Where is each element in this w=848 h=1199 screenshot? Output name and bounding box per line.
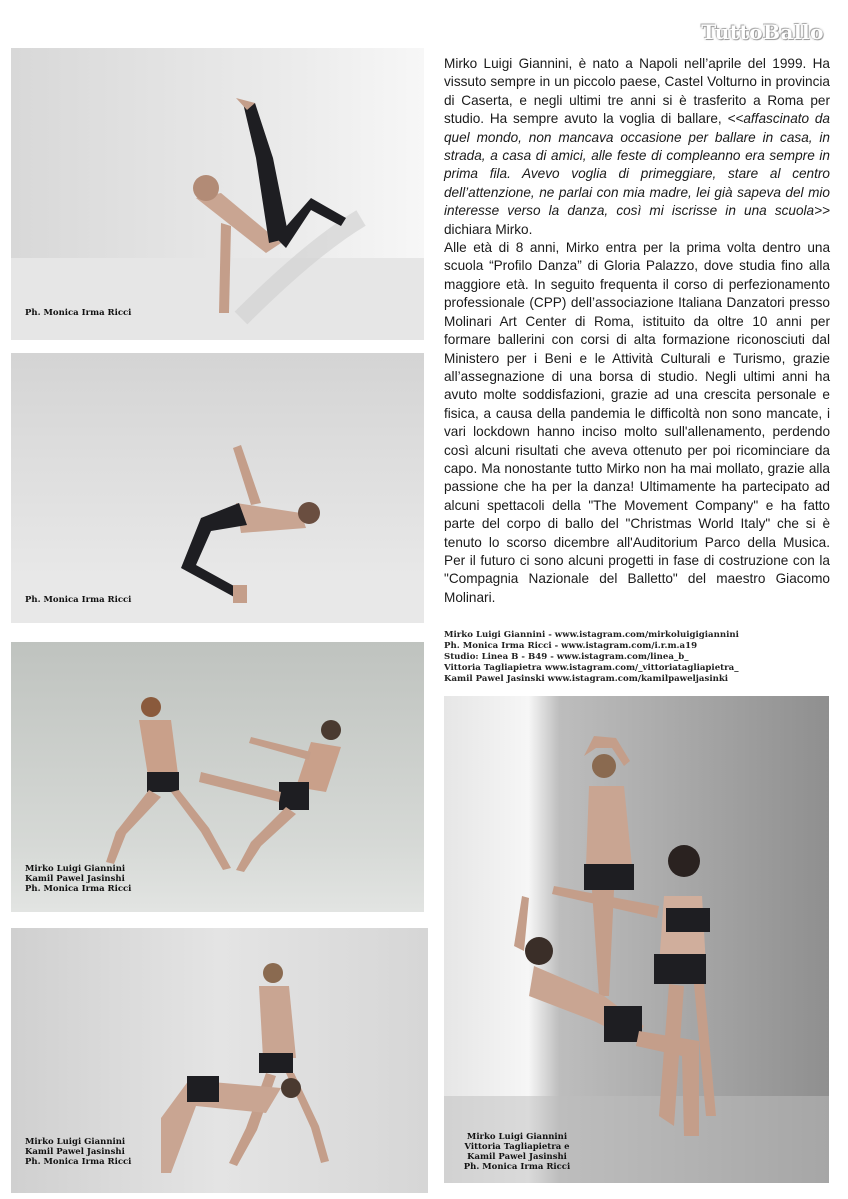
- credit-line: Mirko Luigi Giannini: [25, 864, 126, 874]
- credit-line: Mirko Luigi Giannini: [25, 1137, 126, 1147]
- article-body: [444, 55, 830, 607]
- credit-line: Kamil Pawel Jasinshi: [467, 1152, 567, 1162]
- credit-line: Mirko Luigi Giannini: [466, 1132, 568, 1142]
- photo-duo-bridge: [11, 928, 428, 1193]
- paragraph-text: dichiara Mirko.: [444, 221, 533, 237]
- social-link[interactable]: Vittoria Tagliapietra www.istagram.com/_vittoriatagliapietra_: [444, 663, 739, 673]
- photo-credit: [25, 864, 132, 894]
- social-links: [444, 630, 744, 685]
- social-link[interactable]: Studio: Linea B - B49 - www.istagram.com/linea_b_: [444, 652, 689, 662]
- credit-line: Ph. Monica Irma Ricci: [463, 1162, 571, 1172]
- credit-line: Ph. Monica Irma Ricci: [25, 595, 132, 605]
- photo-trio: [444, 696, 829, 1183]
- photo-credit: [25, 308, 131, 318]
- credit-line: Kamil Pawel Jasinshi: [25, 1147, 125, 1157]
- social-link[interactable]: Mirko Luigi Giannini - www.istagram.com/mirkoluigigiannini: [444, 630, 739, 640]
- photo-credit: [25, 595, 131, 605]
- credit-line: Vittoria Tagliapietra e: [464, 1142, 570, 1152]
- photo-dancer-backbend-arms: [11, 353, 424, 623]
- paragraph-text: Mirko Luigi Giannini, è nato a Napoli nell’aprile del 1999. Ha vissuto sempre in un piccolo paese, Castel Volturno in provincia di Caserta, e negli ultimi tre anni si è trasferito a Roma per studio. Ha sempre avuto la voglia di ballare,: [444, 56, 830, 127]
- article-paragraph-1: [444, 55, 830, 239]
- credit-line: Ph. Monica Irma Ricci: [25, 1157, 132, 1167]
- article-paragraph-2: Alle età di 8 anni, Mirko entra per la prima volta dentro una scuola “Profilo Danza” di Gloria Palazzo, dove studia fino alla maggiore età. In seguito frequenta il corso di perfezionamento professionale (CPP) dell’associazione Italiana Danzatori presso Molinari Art Center di Roma, istituito da oltre 10 anni per formare ballerini con corsi di alta formazione riconosciuti dal Ministero per i Beni e le Attività Culturali e Turismo, grazie all’assegnazione di una borsa di studio. Negli ultimi anni ha avuto molte soddisfazioni, grazie ad una crescita personale e fisica, a causa della pandemia le difficoltà non sono mancate, i vari lockdown hanno inciso molto sull'allenamento, perdendo così alcuni risultati che aveva ottenuto per poi ricominciare da capo. Ma nonostante tutto Mirko non ha mai mollato, grazie alla passione che ha per la danza! Ultimamente ha partecipato ad alcuni spettacoli della "The Movement Company" e ha fatto parte del corpo di ballo del "Christmas World Italy" che si è tenuto lo scorso dicembre all'Auditorium Parco della Musica. Per il futuro ci sono alcuni progetti in fase di costruzione con la "Compagnia Nazionale del Balletto" del maestro Giacomo Molinari.: [444, 240, 830, 605]
- social-link[interactable]: Kamil Pawel Jasinski www.istagram.com/kamilpaweljasinki: [444, 674, 729, 684]
- photo-dancer-backbend-leg-up: [11, 48, 424, 340]
- tuttoballo-logo: TuttoBallo: [701, 20, 824, 44]
- photo-credit: [25, 1137, 132, 1167]
- credit-line: Ph. Monica Irma Ricci: [25, 884, 132, 894]
- social-link[interactable]: Ph. Monica Irma Ricci - www.istagram.com/i.r.m.a19: [444, 641, 698, 651]
- quote-text: <<affascinato da quel mondo, non mancava occasione per ballare in casa, in strada, a casa di amici, alle feste di compleanno era sempre in prima fila. Avevo voglia di primeggiare, stare al centro dell’attenzione, ne parlai con mia madre, lei già sapeva del mio interesse verso la danza, così mi iscrisse in una scuola>>: [444, 111, 830, 219]
- photo-credit: [462, 1132, 572, 1172]
- credit-line: Kamil Pawel Jasinshi: [25, 874, 125, 884]
- photo-duo-lunge: [11, 642, 424, 912]
- credit-line: Ph. Monica Irma Ricci: [25, 308, 132, 318]
